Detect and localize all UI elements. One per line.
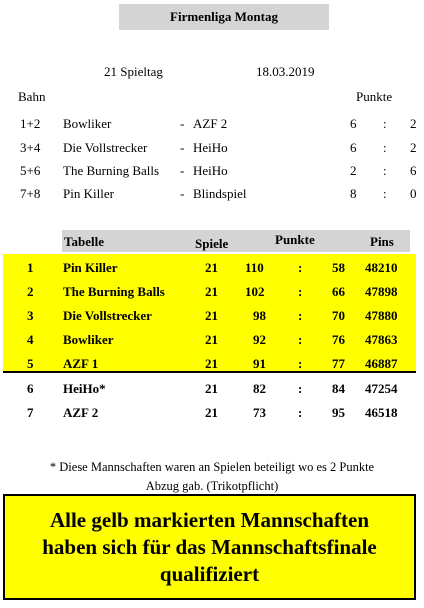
- row-team: Die Vollstrecker: [63, 308, 152, 323]
- match-away-points: 0: [410, 186, 417, 201]
- row-team: Bowliker: [63, 332, 114, 347]
- row-team: AZF 1: [63, 356, 99, 371]
- matchday-label: 21 Spieltag: [104, 64, 163, 79]
- row-colon: :: [298, 308, 303, 323]
- row-colon: :: [298, 260, 303, 275]
- match-colon: :: [383, 140, 387, 155]
- match-lane: 5+6: [20, 163, 41, 178]
- row-points-against: 58: [332, 260, 345, 275]
- table-row: [0, 378, 424, 402]
- row-pins: 47863: [365, 332, 398, 347]
- row-points-against: 95: [332, 405, 345, 420]
- match-away-team: HeiHo: [193, 140, 228, 155]
- match-away-points: 6: [410, 163, 417, 178]
- row-games: 21: [205, 356, 218, 371]
- row-pins: 46518: [365, 405, 398, 420]
- row-points-for: 110: [245, 260, 264, 275]
- row-team: AZF 2: [63, 405, 99, 420]
- row-points-against: 70: [332, 308, 345, 323]
- footnote: [0, 458, 424, 496]
- row-team: The Burning Balls: [63, 284, 165, 299]
- match-lane: 7+8: [20, 186, 41, 201]
- row-rank: 4: [27, 332, 34, 347]
- table-row: [0, 281, 424, 305]
- col-header-spiele: Spiele: [195, 236, 229, 251]
- row-rank: 1: [27, 260, 34, 275]
- row-points-for: 92: [253, 332, 266, 347]
- match-separator: -: [180, 163, 185, 178]
- matchday-date: 18.03.2019: [256, 64, 315, 79]
- row-games: 21: [205, 284, 218, 299]
- row-team: HeiHo*: [63, 381, 106, 396]
- row-points-for: 82: [253, 381, 266, 396]
- match-home-points: 6: [350, 116, 357, 131]
- match-home-team: Die Vollstrecker: [63, 140, 148, 155]
- row-points-against: 84: [332, 381, 345, 396]
- col-header-punkte: Punkte: [275, 232, 315, 247]
- row-colon: :: [298, 405, 303, 420]
- col-header-tabelle: Tabelle: [64, 234, 104, 249]
- match-home-team: Pin Killer: [63, 186, 114, 201]
- row-games: 21: [205, 308, 218, 323]
- match-away-team: AZF 2: [193, 116, 228, 131]
- notice-line: Alle gelb markierten Mannschaften: [49, 507, 370, 532]
- row-pins: 47880: [365, 308, 398, 323]
- match-home-points: 6: [350, 140, 357, 155]
- row-rank: 3: [27, 308, 34, 323]
- match-colon: :: [383, 186, 387, 201]
- row-points-for: 91: [253, 356, 266, 371]
- row-rank: 7: [27, 405, 34, 420]
- row-games: 21: [205, 381, 218, 396]
- footnote-line: * Diese Mannschaften waren an Spielen beteiligt wo es 2 Punkte: [49, 460, 375, 474]
- table-row: [0, 353, 424, 377]
- match-colon: :: [383, 163, 387, 178]
- row-rank: 2: [27, 284, 34, 299]
- match-separator: -: [180, 116, 185, 131]
- match-away-points: 2: [410, 116, 417, 131]
- match-lane: 3+4: [20, 140, 41, 155]
- qualification-notice: [3, 494, 416, 600]
- row-games: 21: [205, 405, 218, 420]
- row-points-for: 98: [253, 308, 266, 323]
- row-points-for: 102: [245, 284, 265, 299]
- row-colon: :: [298, 381, 303, 396]
- match-away-team: Blindspiel: [193, 186, 247, 201]
- row-team: Pin Killer: [63, 260, 118, 275]
- row-colon: :: [298, 356, 303, 371]
- match-home-points: 2: [350, 163, 357, 178]
- match-separator: -: [180, 140, 185, 155]
- table-row: [0, 257, 424, 281]
- table-header-bar: [62, 230, 410, 252]
- punkte-header: Punkte: [356, 89, 393, 104]
- notice-line: qualifiziert: [159, 561, 260, 586]
- row-colon: :: [298, 332, 303, 347]
- row-points-against: 66: [332, 284, 345, 299]
- match-colon: :: [383, 116, 387, 131]
- row-points-against: 76: [332, 332, 345, 347]
- row-points-against: 77: [332, 356, 345, 371]
- table-row: [0, 305, 424, 329]
- page-title: Firmenliga Montag: [119, 4, 329, 30]
- row-pins: 47254: [365, 381, 398, 396]
- table-row: [0, 329, 424, 353]
- row-rank: 6: [27, 381, 34, 396]
- row-points-for: 73: [253, 405, 266, 420]
- row-colon: :: [298, 284, 303, 299]
- match-home-points: 8: [350, 186, 357, 201]
- row-games: 21: [205, 260, 218, 275]
- table-row: [0, 402, 424, 426]
- row-games: 21: [205, 332, 218, 347]
- footnote-line: Abzug gab. (Trikotpflicht): [145, 479, 279, 493]
- match-lane: 1+2: [20, 116, 41, 131]
- match-home-team: Bowliker: [63, 116, 112, 131]
- row-rank: 5: [27, 356, 34, 371]
- match-home-team: The Burning Balls: [63, 163, 160, 178]
- row-pins: 47898: [365, 284, 398, 299]
- match-separator: -: [180, 186, 185, 201]
- match-away-team: HeiHo: [193, 163, 228, 178]
- notice-line: haben sich für das Mannschaftsfinale: [42, 534, 377, 559]
- row-pins: 46887: [365, 356, 398, 371]
- match-away-points: 2: [410, 140, 417, 155]
- col-header-pins: Pins: [370, 234, 394, 249]
- bahn-header: Bahn: [18, 89, 46, 104]
- row-pins: 48210: [365, 260, 398, 275]
